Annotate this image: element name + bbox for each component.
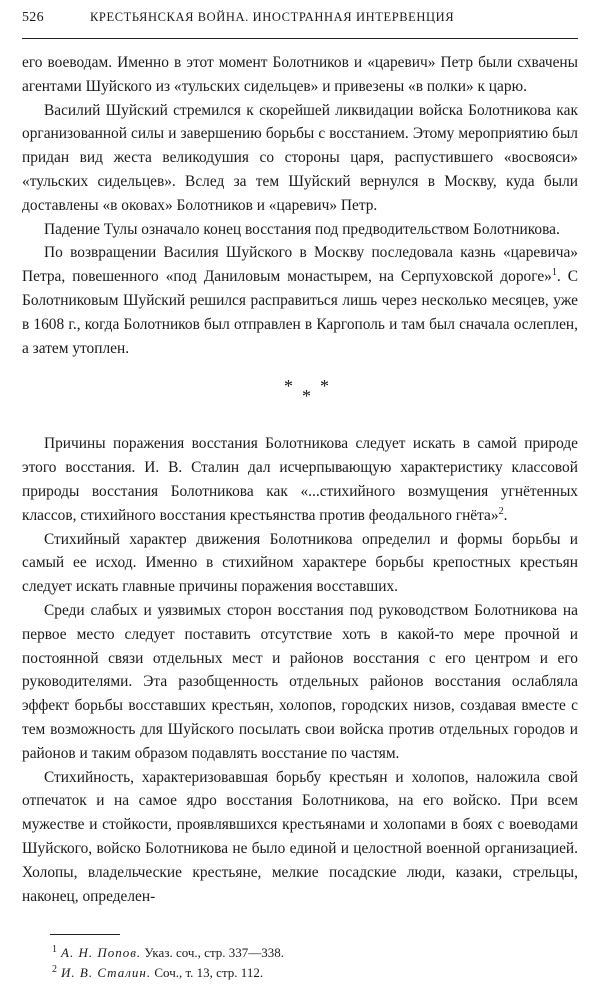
page-number: 526	[22, 10, 44, 25]
running-head: КРЕСТЬЯНСКАЯ ВОЙНА. ИНОСТРАННАЯ ИНТЕРВЕНЦИЯ	[90, 10, 455, 24]
footnote-text: Указ. соч., стр. 337—338.	[141, 945, 285, 961]
paragraph: Среди слабых и уязвимых сторон восстания под руководством Болотникова на первое место следует поставить отсутствие хоть в какой-то мере прочной и постоянной связи отдельных мест и районов восстания с его центром и его руководителями. Эта разобщенность отдельных районов восстания ослабляла эффект борьбы восставших крестьян, холопов, городских низов, создавая вместе с тем возможность для Шуйского посылать свои войска против отдельных городов и районов и таким образом подавлять восстание по частям.	[22, 601, 578, 762]
divider-star: *	[284, 376, 293, 397]
footnote-text: Соч., т. 13, стр. 112.	[151, 965, 264, 981]
paragraph-text: .	[503, 506, 508, 524]
book-page	[22, 10, 578, 983]
footnote-number: 2	[52, 963, 57, 975]
page-header	[22, 10, 578, 32]
section-divider	[22, 366, 578, 426]
footnote-number: 1	[52, 943, 57, 955]
footnote-author: А. Н. Попов.	[61, 945, 142, 961]
paragraph: Василий Шуйский стремился к скорейшей ликвидации войска Болотникова как организованной силы и завершению борьбы с восстанием. Этому мероприятию был придан вид жеста великодушия со стороны царя, распустившего «восвояси» «тульских сидельцев». Вслед за тем Шуйский вернулся в Москву, куда были доставлены «в оковах» Болотников и «царевич» Петр.	[22, 101, 578, 214]
footnotes	[22, 943, 578, 983]
divider-star: *	[302, 386, 311, 407]
paragraph	[22, 241, 578, 360]
paragraph-text: По возвращении Василия Шуйского в Москву последовала казнь «царевича» Петра, повешенного «под Даниловым монастырем, на Серпуховской дороге»	[22, 244, 578, 286]
body-text	[22, 51, 578, 908]
footnote-author: И. В. Сталин.	[61, 965, 152, 981]
footnote-ref[interactable]: 2	[498, 505, 504, 517]
paragraph-text: Причины поражения восстания Болотникова следует искать в самой природе этого восстания. И. В. Сталин дал исчерпывающую характеристику классовой природы восстания Болотникова как «...стихийного возмущения угнётенных классов, стихийного восстания крестьянства против феодального гнёта»	[22, 435, 578, 524]
paragraph: Стихийный характер движения Болотникова определил и формы борьбы и самый ее исход. Именно в стихийном характере борьбы крепостных крестьян следует искать главные причины поражения восставших.	[22, 530, 578, 596]
footnote-ref[interactable]: 1	[551, 267, 557, 279]
footnote-rule	[50, 934, 120, 935]
paragraph	[22, 432, 578, 527]
paragraph-text: . С Болотниковым Шуйский решился расправиться лишь через несколько месяцев, уже в 1608 г., когда Болотников был отправлен в Каргополь и там был сначала ослеплен, а затем утоплен.	[22, 268, 578, 357]
paragraph: его воеводам. Именно в этот момент Болотников и «царевич» Петр были схвачены агентами Шуйского из «тульских сидельцев» и привезены «в полки» к царю.	[22, 54, 578, 95]
footnote	[22, 963, 578, 983]
divider-star: *	[320, 376, 329, 397]
header-rule	[22, 38, 578, 39]
paragraph: Стихийность, характеризовавшая борьбу крестьян и холопов, наложила свой отпечаток и на самое ядро восстания Болотникова, на его войско. При всем мужестве и стойкости, проявлявшихся крестьянами и холопами в боях с воеводами Шуйского, войско Болотникова не было единой и целостной военной организацией. Холопы, владельческие крестьяне, мелкие посадские люди, казаки, стрельцы, наконец, определен-	[22, 768, 578, 905]
footnote	[22, 943, 578, 963]
paragraph: Падение Тулы означало конец восстания под предводительством Болотникова.	[44, 220, 560, 238]
